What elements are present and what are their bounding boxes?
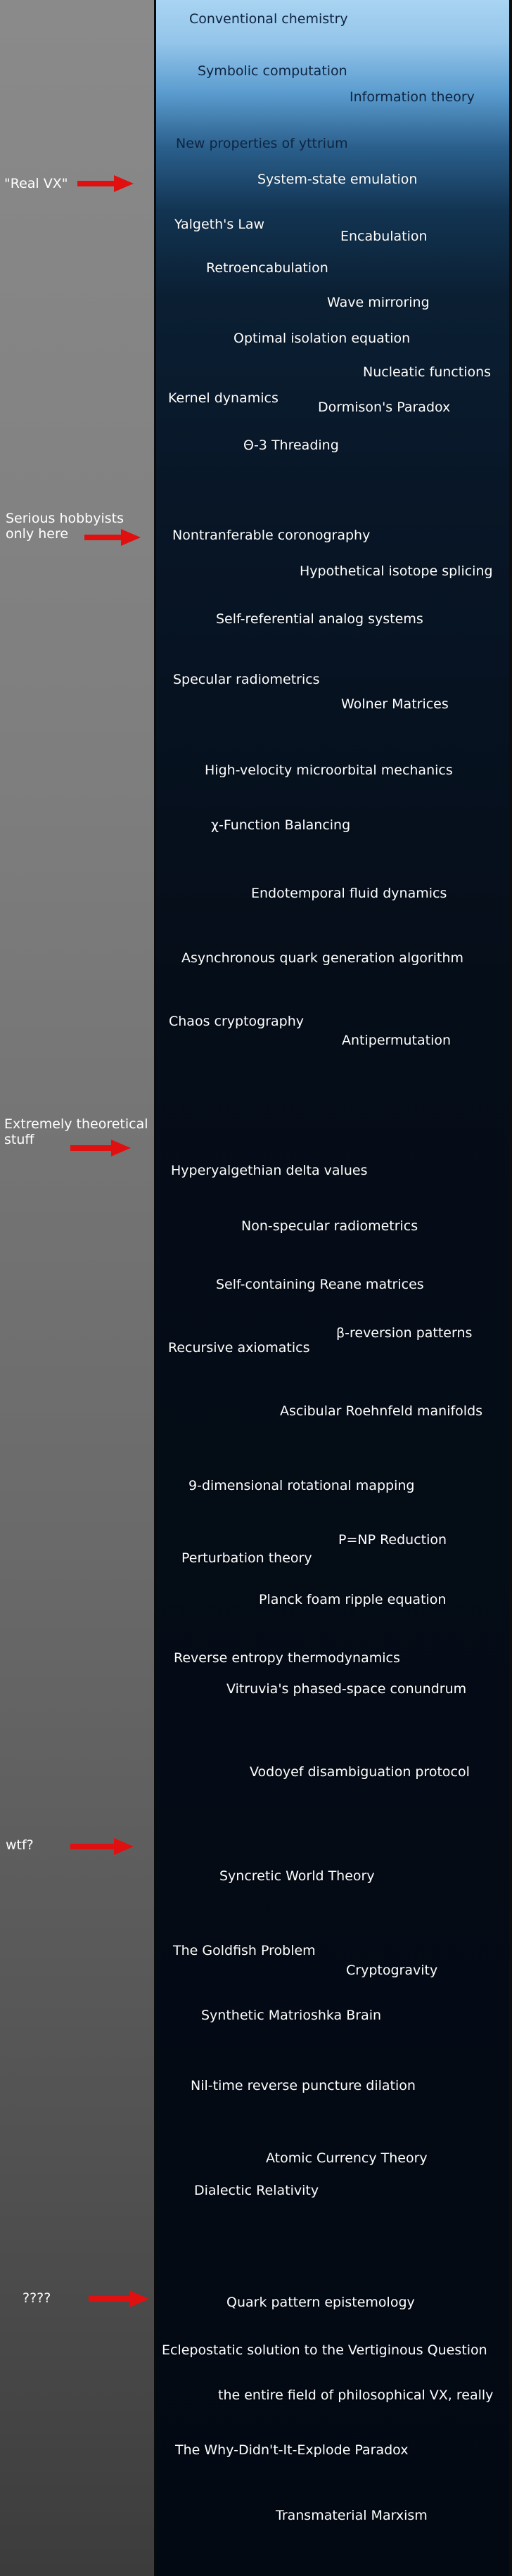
tier-label-wtf: wtf?	[6, 1837, 34, 1853]
topic-item: Self-containing Reane matrices	[216, 1277, 424, 1292]
topic-item: Specular radiometrics	[173, 672, 320, 687]
topic-item: Chaos cryptography	[169, 1014, 305, 1029]
topic-item: Wolner Matrices	[341, 696, 449, 712]
topic-item: Hypothetical isotope splicing	[300, 563, 493, 579]
topic-item: Perturbation theory	[181, 1550, 312, 1566]
topic-item: Encabulation	[340, 229, 428, 244]
topic-item: P=NP Reduction	[338, 1532, 447, 1548]
topic-item: Retroencabulation	[206, 260, 328, 276]
topic-item: The Why-Didn't-It-Explode Paradox	[175, 2442, 409, 2458]
topic-item: Nil-time reverse puncture dilation	[191, 2078, 416, 2093]
topic-item: Antipermutation	[342, 1033, 452, 1048]
topic-item: Yalgeth's Law	[174, 217, 265, 232]
topic-item: Synthetic Matrioshka Brain	[201, 2008, 382, 2023]
arrow-right-icon	[70, 1837, 134, 1856]
topic-item: Θ-3 Threading	[243, 438, 339, 453]
topic-item: Syncretic World Theory	[219, 1868, 375, 1884]
topic-item: the entire field of philosophical VX, really	[218, 2387, 494, 2403]
topic-item: Nontranferable coronography	[172, 528, 371, 543]
topic-item: Vodoyef disambiguation protocol	[250, 1764, 470, 1780]
topic-item: Cryptogravity	[346, 1963, 438, 1978]
topic-item: The Goldfish Problem	[173, 1943, 316, 1958]
topic-item: Eclepostatic solution to the Vertiginous Question	[162, 2342, 487, 2358]
tier-label-real-vx: "Real VX"	[4, 176, 68, 191]
topic-item: Reverse entropy thermodynamics	[174, 1650, 400, 1666]
topic-item: Vitruvia's phased-space conundrum	[226, 1681, 467, 1697]
topic-item: Information theory	[350, 89, 475, 105]
topic-item: Asynchronous quark generation algorithm	[181, 950, 464, 966]
topic-item: Ascibular Roehnfeld manifolds	[280, 1403, 483, 1419]
arrow-right-icon	[70, 1139, 131, 1157]
topic-item: 9-dimensional rotational mapping	[188, 1478, 415, 1493]
topic-item: New properties of yttrium	[176, 136, 348, 151]
topic-item: Conventional chemistry	[189, 11, 348, 27]
topic-item: Quark pattern epistemology	[226, 2295, 415, 2310]
topic-item: System-state emulation	[257, 172, 418, 187]
topic-item: Wave mirroring	[327, 295, 430, 310]
topic-item: Non-specular radiometrics	[241, 1218, 418, 1234]
topic-item: Hyperyalgethian delta values	[171, 1163, 368, 1178]
right-border	[509, 0, 512, 2576]
topic-item: β-reversion patterns	[336, 1325, 473, 1341]
topic-item: Atomic Currency Theory	[266, 2150, 428, 2166]
tier-sidebar	[0, 0, 154, 2576]
topic-item: Self-referential analog systems	[216, 611, 423, 627]
topic-item: Transmaterial Marxism	[276, 2508, 428, 2523]
topic-item: Dormison's Paradox	[318, 400, 451, 415]
topic-item: Recursive axiomatics	[168, 1340, 310, 1356]
topic-item: Optimal isolation equation	[233, 331, 411, 346]
topic-item: Dialectic Relativity	[194, 2183, 319, 2198]
arrow-right-icon	[84, 528, 141, 547]
topic-item: Endotemporal fluid dynamics	[251, 886, 447, 901]
topic-item: Nucleatic functions	[363, 364, 492, 380]
topic-item: High-velocity microorbital mechanics	[205, 763, 453, 778]
topic-item: Symbolic computation	[198, 63, 347, 79]
tier-label-extremely-theoretical: Extremely theoretical stuff	[4, 1116, 148, 1147]
topic-item: Planck foam ripple equation	[259, 1592, 447, 1607]
tier-label-serious-hobbyists: Serious hobbyists only here	[6, 511, 124, 542]
arrow-right-icon	[77, 174, 134, 193]
arrow-right-icon	[89, 2290, 149, 2308]
topic-item: Kernel dynamics	[168, 390, 279, 406]
topic-item: χ-Function Balancing	[211, 817, 351, 833]
tier-label-question-marks: ????	[23, 2290, 51, 2306]
